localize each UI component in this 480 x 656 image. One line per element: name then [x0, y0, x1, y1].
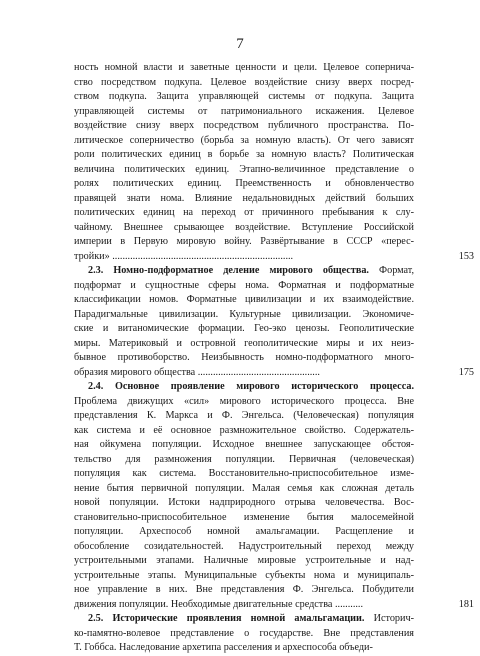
toc-line: популяция как система. Восстановительно-приспособительное изме- [74, 468, 414, 479]
page-number: 7 [236, 36, 244, 52]
toc-line: ство посредством подкупа. Целевое воздействие снизу вверх посред- [74, 76, 414, 88]
toc-line: ность номной власти и заветные ценности и цели. Целевое сопернича- [74, 62, 414, 73]
toc-entry [74, 264, 474, 380]
toc-line: роли политических единиц в борьбе за номную власть? Политическая [74, 149, 414, 160]
toc-line: классификации номов. Форматные цивилизации и их взаимодействие. [74, 294, 414, 305]
toc-line: становительно-приспособительное изменение бытия малосемейной [74, 511, 414, 523]
toc-line: величина политических единиц. Этапно-величинное представление о [74, 163, 414, 175]
toc-line: ролях политических единиц. Преемственность и обновленчество [74, 178, 414, 189]
toc-line: Т. Гоббса. Наследование архетипа расселения и археспособа объеди- [74, 642, 373, 653]
toc-line: нение бытия первичной популяции. Малая семья как сложная деталь [74, 482, 414, 494]
section-title: 2.5. Исторические проявления номной амальгамации. [88, 613, 365, 624]
toc-line: ко-памятно-волевое представление о государстве. Вне представления [74, 627, 414, 639]
toc-line: 2.3. Номно-подформатное деление мирового общества. Формат, [88, 265, 414, 276]
toc-entry [74, 61, 474, 264]
toc-line [74, 380, 414, 395]
toc-entry [74, 380, 474, 612]
toc-line: ские и витаномические формации. Гео-эко ценозы. Геополитические [74, 323, 414, 334]
section-title: 2.3. Номно-подформатное деление мирового общества. [88, 265, 369, 276]
toc-line: воздействие снизу вверх посредством публичного пространства. По- [74, 120, 414, 131]
toc-line: чайному. Внешнее срывающее воздействие. Вступление Российской [74, 221, 414, 233]
toc-line: литическое соперничество (борьба за номную власть). От чего зависят [74, 134, 414, 146]
toc-entry [74, 612, 414, 656]
toc-line: устроительные этапы. Муниципальные субъекты нома и муниципаль- [74, 569, 414, 581]
page-reference: 175 [458, 366, 474, 378]
toc-line: империи в Первую мировую войну. Развёртывание в СССР «перес- [74, 236, 414, 247]
toc-line: образия мирового общества ................................................ [74, 366, 320, 378]
toc-line: популяции. Археспособ номной амальгамации. Расщепление и [74, 526, 414, 537]
toc-line: ное управление в них. Вне представления Ф. Энгельса. Побудители [74, 584, 414, 595]
toc-line: тельство для размножения популяции. Первичная (человеческая) [74, 453, 414, 465]
toc-line: управляющей системы от патримониального искажения. Целевое [74, 105, 414, 117]
page-reference: 153 [458, 250, 474, 262]
section-title: 2.4. Основное проявление мирового исторического процесса. [88, 381, 414, 392]
page-reference: 181 [458, 598, 474, 610]
toc-line: ством подкупа. Защита управляющей системы от подкупа. Защита [74, 91, 414, 102]
toc-line: ная ойкумена популяции. Исходное внешнее запускающее обстоя- [74, 439, 414, 450]
toc-line: новой популяции. Истоки надприродного отрыва человечества. Вос- [74, 497, 414, 508]
toc-line: бывное противоборство. Неизбывность номно-подформатного много- [74, 352, 414, 363]
toc-line: правящей знати нома. Влияние недальновидных действий больших [74, 192, 414, 204]
toc-line: обособление созидательностей. Надустроительный переход между [74, 540, 414, 552]
toc-line: тройки» ....................................................................... [74, 250, 294, 262]
toc-line: как система и её основное размножительное свойство. Содержатель- [74, 424, 414, 436]
toc-line: Парадигмальные цивилизации. Культурные цивилизации. Экономиче- [74, 308, 414, 320]
toc-line: представления К. Маркса и Ф. Энгельса. (Человеческая) популяция [74, 410, 414, 421]
toc-line: политических единиц на переход от причинного пребывания к слу- [74, 207, 414, 218]
toc-line: устроительными этапами. Наличные мировые устроительные и над- [74, 555, 414, 566]
toc-line: подформат и сущностные сферы нома. Форматная и подформатные [74, 279, 414, 291]
toc-line: движения популяции. Необходимые двигательные средства ........... [74, 598, 364, 610]
toc-line: Проблема движущих «сил» мирового исторического процесса. Вне [74, 395, 414, 407]
table-of-contents [74, 61, 474, 656]
toc-line: миры. Материковый и островной геополитические миры и их неиз- [74, 337, 414, 349]
toc-line: 2.5. Исторические проявления номной амальгамации. Историч- [88, 613, 414, 624]
